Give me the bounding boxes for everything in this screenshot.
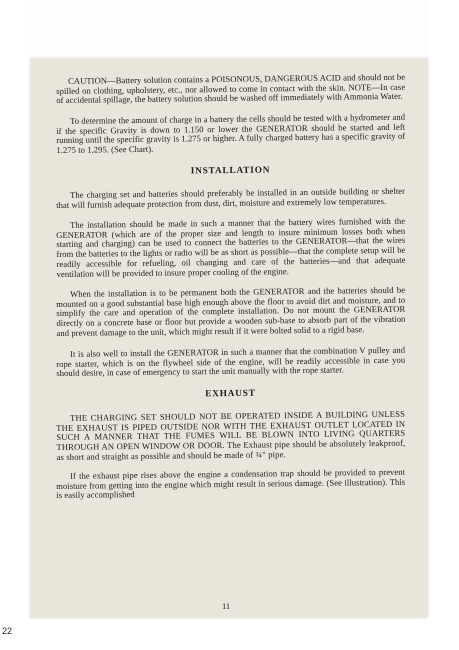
installation-paragraph-4: It is also well to install the GENERATOR in such a manner that the combination V pulley and rope starter, which is on the flywheel side of the engine, will be readily accessible in case you should desire, in case of emergency to start the unit manually with the rope starter.: [56, 344, 406, 379]
installation-paragraph-1: The charging set and batteries should preferably be installed in an outside building or shelter that will furnish adequate protection from dust, dirt, moisture and extremely low temperatures.: [56, 185, 406, 210]
page-number: 11: [222, 601, 231, 611]
installation-heading: INSTALLATION: [190, 165, 271, 177]
caution-paragraph: CAUTION—Battery solution contains a POISONOUS, DANGEROUS ACID and should not be spilled on clothing, upholstery, etc., nor allowed to come in contact with the skin. NOTE—In case of accidental spillage, the battery solution should be washed off immediately with Ammonia Water.: [56, 71, 406, 106]
installation-paragraph-3: When the installation is to be permanent both the GENERATOR and the batteries should be mounted on a good substantial base high enough above the floor to avoid dirt and moisture, and to simplify the care and operation of the complete installation. Do not mount the GENERATOR directly on a concrete base or floor but provide a wooden sub-base to absorb part of the vibration and prevent damage to the unit, which might result if it were bolted solid to a rigid base.: [56, 284, 406, 339]
scan-margin-top: [30, 0, 428, 58]
scan-index-number: 22: [2, 626, 13, 636]
specific-gravity-paragraph: To determine the amount of charge in a battery the cells should be tested with a hydrometer and if the specific Gravity is down to 1.150 or lower the GENERATOR should be started and left running until the specific gravity is 1.275 or higher. A fully charged battery has a specific gravity of 1.275 to 1.295. (See Chart).: [56, 111, 406, 156]
exhaust-heading: EXHAUST: [205, 388, 256, 400]
page-body-text: [56, 71, 406, 512]
installation-paragraph-2: The installation should be made in such a manner that the battery wires furnished with the GENERATOR (which are of the proper size and length to insure minimum losses both when starting and charging) can be used to connect the batteries to the GENERATOR—that the wires from the batteries to the lights or radio will be as short as possible—that the complete setup will be readily accessible for refueling, oil changing and care of the batteries—and that adequate ventilation will be provided to insure proper cooling of the engine.: [56, 215, 406, 279]
exhaust-paragraph-2: If the exhaust pipe rises above the engine a condensation trap should be provided to prevent moisture from getting into the engine which might result in serious damage. (See illustration). This is easily accomplished: [56, 466, 406, 501]
exhaust-paragraph-1: THE CHARGING SET SHOULD NOT BE OPERATED INSIDE A BUILDING UNLESS THE EXHAUST IS PIPED OUTSIDE NOR WITH THE EXHAUST OUTLET LOCATED IN SUCH A MANNER THAT THE FUMES WILL BE BLOWN INTO LIVING QUARTERS THROUGH AN OPEN WINDOW OR DOOR. The Exhaust pipe should be absolutely leakproof, as short and straight as possible and should be made of ¾" pipe.: [56, 408, 406, 462]
